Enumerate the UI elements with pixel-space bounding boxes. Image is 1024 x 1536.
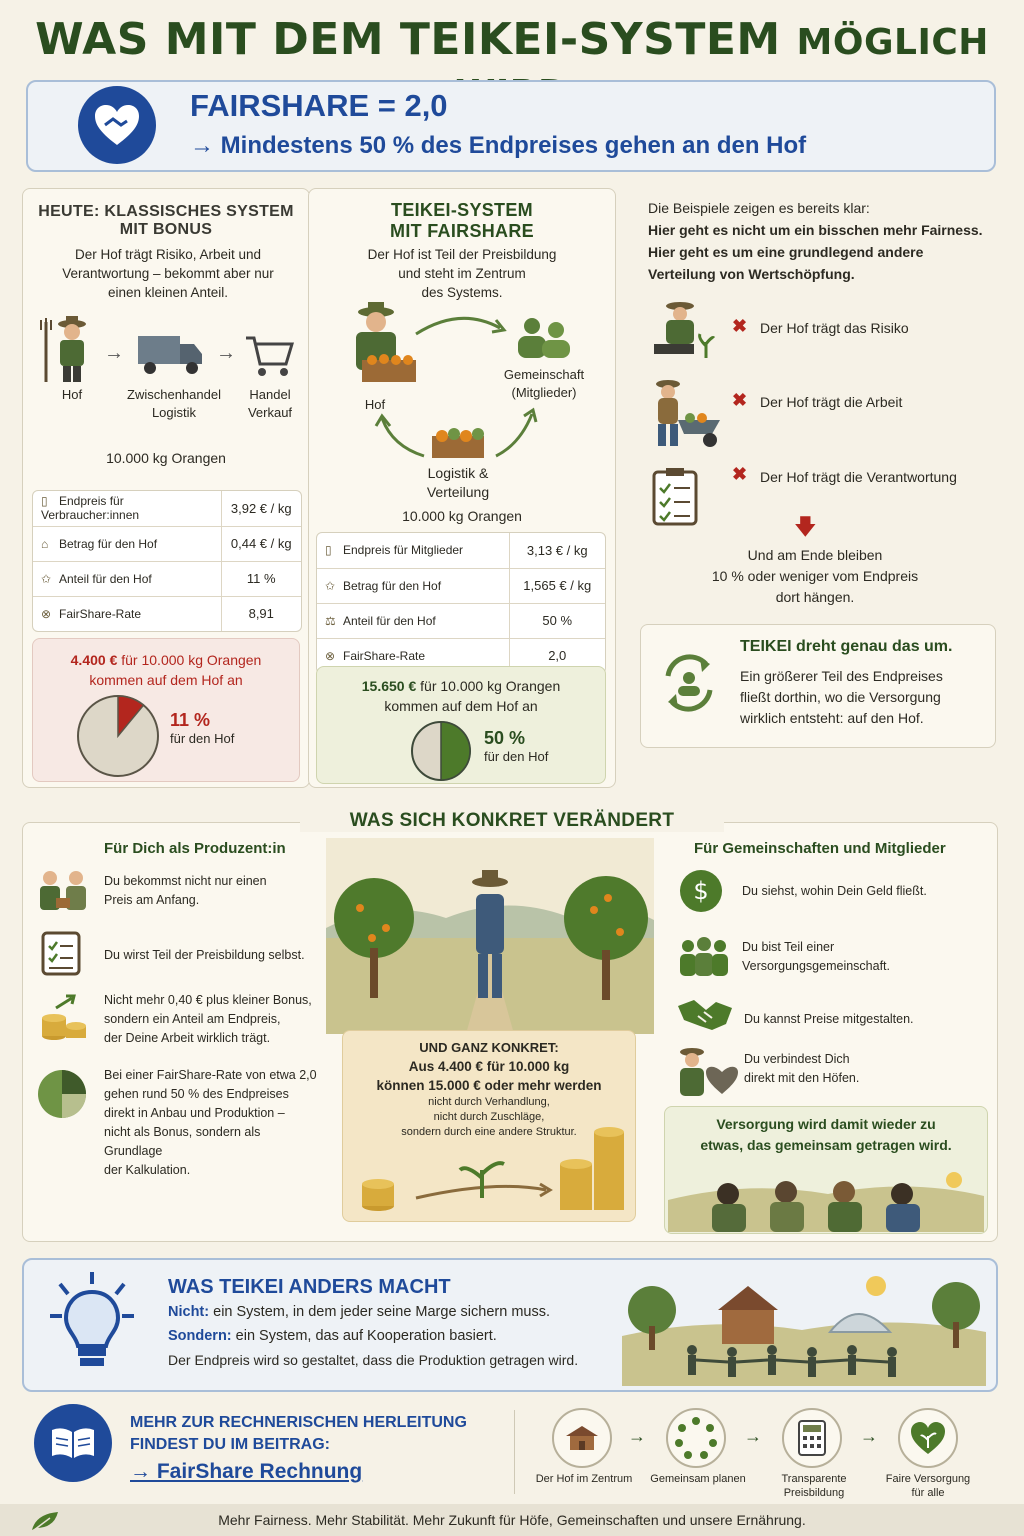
more-info-text: MEHR ZUR RECHNERISCHEN HERLEITUNG FINDEST DU IM BEITRAG: xyxy=(130,1414,467,1453)
classic-result-text: 4.400 € für 10.000 kg Orangen kommen auf dem Hof an xyxy=(70,652,262,688)
step-icon-circle-people xyxy=(666,1408,726,1468)
page-title: WAS MIT DEM TEIKEI-SYSTEM MÖGLICH xyxy=(35,14,989,65)
table-row: ✩ Betrag für den Hof 1,565 € / kg xyxy=(317,568,605,603)
right-item: Der Hof trägt die Verantwortung xyxy=(760,469,957,485)
community-item: Du bist Teil einer Versorgungsgemeinschaft. xyxy=(742,940,891,973)
cart-icon xyxy=(244,334,294,378)
heart-handshake-icon xyxy=(78,86,156,164)
farmers-handshake-icon xyxy=(36,868,90,914)
table-row: ⊗ FairShare-Rate 2,0 xyxy=(317,638,605,673)
right-item: Der Hof trägt die Arbeit xyxy=(760,394,903,410)
teikei-amount: 10.000 kg Orangen xyxy=(402,508,522,524)
teikei-turns-text: Ein größerer Teil des Endpreises fließt dorthin, wo die Versorgung wirklich entsteht: auf den Hof. xyxy=(740,668,943,726)
banner-headline: FAIRSHARE = 2,0 xyxy=(190,88,448,123)
classic-pie-chart xyxy=(76,694,160,778)
classic-table xyxy=(32,490,302,632)
receipt-icon: ▯ xyxy=(41,494,48,509)
receipt-icon: ▯ xyxy=(325,543,332,558)
right-intro: Die Beispiele zeigen es bereits klar: Hier geht es nicht um ein bisschen mehr Fairness. Hier geht es um eine grundlegend andere Verteilung von Wertschöpfung. xyxy=(648,200,983,282)
community-item: Du verbindest Dich direkt mit den Höfen. xyxy=(744,1052,860,1085)
right-item: Der Hof trägt das Risiko xyxy=(760,320,909,336)
table-row: ✩ Anteil für den Hof 11 % xyxy=(33,561,301,596)
step-icon-heart-plant xyxy=(898,1408,958,1468)
teikei-desc: Der Hof ist Teil der Preisbildung und steht im Zentrum des Systems. xyxy=(367,247,557,300)
teikei-logistik-label: Logistik & Verteilung xyxy=(426,465,490,500)
house-icon: ⌂ xyxy=(41,536,49,551)
arrow-icon: → xyxy=(744,1426,762,1446)
teikei-pie-chart xyxy=(410,720,472,782)
community-title: Für Gemeinschaften und Mitglieder xyxy=(694,840,946,857)
teikei-title: TEIKEI-SYSTEM MIT FAIRSHARE xyxy=(390,200,534,241)
scale-icon: ⚖ xyxy=(325,613,336,628)
arrow-down-icon: 🡇 xyxy=(794,514,817,539)
truck-icon xyxy=(136,332,206,376)
coins-growth-icon xyxy=(38,992,92,1044)
rate-icon: ⊗ xyxy=(325,648,336,663)
teikei-pie-label: 50 % für den Hof xyxy=(484,728,549,764)
producer-item: Du wirst Teil der Preisbildung selbst. xyxy=(104,948,305,962)
anders-nicht: Nicht: ein System, in dem jeder seine Marge sichern muss. xyxy=(168,1304,550,1320)
people-embrace-illustration xyxy=(668,1160,984,1232)
checklist-icon xyxy=(650,466,700,526)
farmer-icon xyxy=(38,312,98,384)
star-icon: ✩ xyxy=(41,571,52,586)
producer-item: Nicht mehr 0,40 € plus kleiner Bonus, sondern ein Anteil am Endpreis, der Deine Arbeit wirklich trägt. xyxy=(104,993,312,1045)
community-quote: Versorgung wird damit wieder zu etwas, das gemeinsam getragen wird. xyxy=(700,1116,952,1153)
star-icon: ✩ xyxy=(325,578,336,593)
classic-pie-label: 11 % für den Hof xyxy=(170,710,235,746)
step-icon-calculator xyxy=(782,1408,842,1468)
leaf-icon xyxy=(30,1510,60,1532)
farm-community-illustration xyxy=(622,1266,986,1386)
classic-desc: Der Hof trägt Risiko, Arbeit und Verantwortung – bekommt aber nur einen kleinen Anteil. xyxy=(62,247,274,300)
table-row: ▯ Endpreis für Mitglieder 3,13 € / kg xyxy=(317,533,605,568)
banner-subline: → Mindestens 50 % des Endpreises gehen an den Hof xyxy=(190,132,807,159)
teikei-hof-label: Hof xyxy=(364,397,386,412)
dollar-icon xyxy=(678,868,724,914)
step-label: Faire Versorgung für alle xyxy=(885,1473,971,1499)
flow-label-handel: Handel Verkauf xyxy=(247,387,293,420)
svg-text:$: $ xyxy=(693,877,709,905)
table-row: ⌂ Betrag für den Hof 0,44 € / kg xyxy=(33,526,301,561)
table-row: ⚖ Anteil für den Hof 50 % xyxy=(317,603,605,638)
footer-text: Mehr Fairness. Mehr Stabilität. Mehr Zukunft für Höfe, Gemeinschaften und unsere Ernährung. xyxy=(218,1512,806,1528)
step-label: Gemeinsam planen xyxy=(650,1473,746,1485)
x-icon: ✖ xyxy=(732,390,748,410)
orange-grove-illustration xyxy=(326,838,654,1034)
changes-title: WAS SICH KONKRET VERÄNDERT xyxy=(300,810,724,832)
classic-title: HEUTE: KLASSISCHES SYSTEM MIT BONUS xyxy=(38,203,294,238)
concrete-text: UND GANZ KONKRET: Aus 4.400 € für 10.000 kg können 15.000 € oder mehr werden nicht durch Verhandlung, nicht durch Zuschläge, sondern durch eine andere Struktur. xyxy=(376,1040,602,1138)
rate-icon: ⊗ xyxy=(41,606,52,621)
anders-title: WAS TEIKEI ANDERS MACHT xyxy=(168,1276,451,1298)
pie-icon xyxy=(36,1068,88,1120)
arrow-icon: → xyxy=(860,1426,878,1446)
producer-item: Bei einer FairShare-Rate von etwa 2,0 gehen rund 50 % des Endpreises direkt in Anbau und Produktion – nicht als Bonus, sondern als Grundlage der Kalkulation. xyxy=(104,1068,317,1177)
teikei-turns-title: TEIKEI dreht genau das um. xyxy=(740,638,953,655)
farmer-heart-icon xyxy=(674,1044,740,1098)
book-icon xyxy=(34,1404,112,1482)
cycle-community-icon xyxy=(656,650,722,716)
farmer-planting-icon xyxy=(640,298,720,366)
farmer-wheelbarrow-icon xyxy=(644,376,724,452)
handshake-icon xyxy=(676,996,734,1034)
community-item: Du siehst, wohin Dein Geld fließt. xyxy=(742,884,927,898)
teikei-result-text: 15.650 € für 10.000 kg Orangen kommen auf dem Hof an xyxy=(361,678,561,714)
flow-label-hof: Hof xyxy=(61,387,83,402)
step-icon-hof xyxy=(552,1408,612,1468)
step-label: Transparente Preisbildung xyxy=(781,1473,847,1499)
pie-hof-slice xyxy=(441,722,470,780)
right-end-text: Und am Ende bleiben 10 % oder weniger vom Endpreis dort hängen. xyxy=(711,547,919,605)
group-icon xyxy=(676,936,732,978)
arrow-icon: → xyxy=(628,1426,646,1446)
table-row: ▯ Endpreis für Verbraucher:innen 3,92 € / kg xyxy=(33,491,301,526)
x-icon: ✖ xyxy=(732,464,748,484)
arrow-icon: → xyxy=(104,342,124,364)
clipboard-icon xyxy=(40,928,82,976)
producer-title: Für Dich als Produzent:in xyxy=(104,840,286,857)
table-row: ⊗ FairShare-Rate 8,91 xyxy=(33,596,301,631)
classic-amount: 10.000 kg Orangen xyxy=(106,450,226,466)
teikei-table xyxy=(316,532,606,674)
lightbulb-icon xyxy=(46,1268,138,1378)
producer-item: Du bekommst nicht nur einen Preis am Anfang. xyxy=(104,874,267,907)
coins-seedling-icon xyxy=(356,1124,626,1218)
anders-sondern: Sondern: ein System, das auf Kooperation basiert. xyxy=(168,1328,497,1344)
step-label: Der Hof im Zentrum xyxy=(535,1473,633,1485)
teikei-gemeinschaft-label: Gemeinschaft (Mitglieder) xyxy=(503,367,585,400)
arrow-icon: → xyxy=(216,342,236,364)
divider xyxy=(514,1410,515,1494)
x-icon: ✖ xyxy=(732,316,748,336)
fairshare-link[interactable]: → FairShare Rechnung xyxy=(130,1460,363,1483)
anders-line3: Der Endpreis wird so gestaltet, dass die Produktion getragen wird. xyxy=(168,1352,579,1368)
community-item: Du kannst Preise mitgestalten. xyxy=(744,1012,914,1026)
produce-crate-icon xyxy=(428,424,488,460)
flow-label-zwischenhandel: Zwischenhandel Logistik xyxy=(127,387,221,420)
